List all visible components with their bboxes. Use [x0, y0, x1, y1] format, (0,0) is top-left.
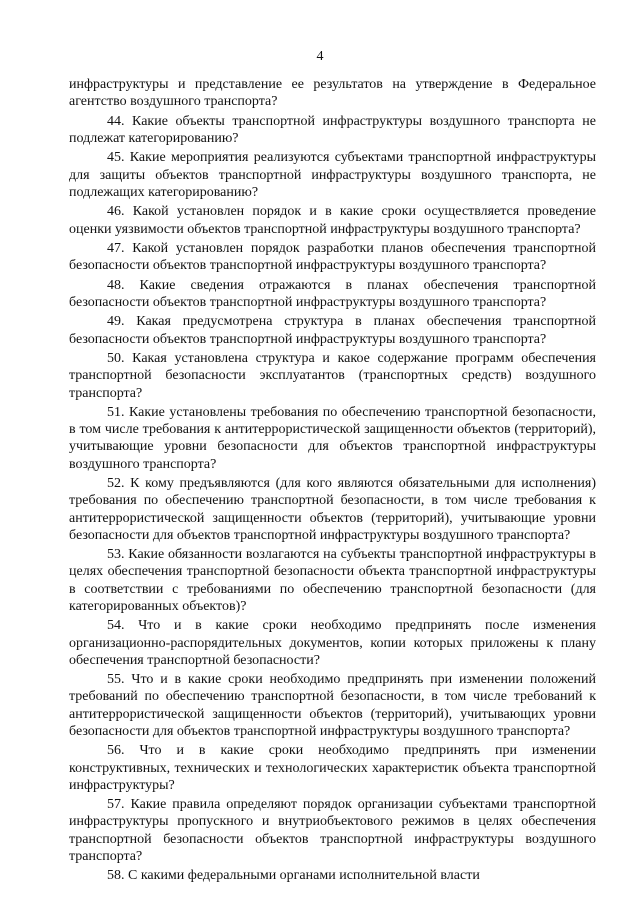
question-56: 56. Что и в какие сроки необходимо предпринять при изменении конструктивных, технических и технологических характеристик объекта транспортной инфраструктуры?	[69, 743, 596, 793]
question-48: 48. Какие сведения отражаются в планах обеспечения транспортной безопасности объектов транспортной инфраструктуры воздушного транспорта?	[69, 277, 596, 310]
question-52: 52. К кому предъявляются (для кого являются обязательными для исполнения) требования по обеспечению транспортной безопасности, в том числе требования к антитеррористической защищенности объектов (территорий), учитывающие уровни безопасности для объектов транспортной инфраструктуры воздушного транспорта?	[69, 476, 596, 543]
question-46: 46. Какой установлен порядок и в какие сроки осуществляется проведение оценки уязвимости объектов транспортной инфраструктуры воздушного транспорта?	[69, 204, 596, 237]
question-47: 47. Какой установлен порядок разработки планов обеспечения транспортной безопасности объектов транспортной инфраструктуры воздушного транспорта?	[69, 241, 596, 274]
question-45: 45. Какие мероприятия реализуются субъектами транспортной инфраструктуры для защиты объектов транспортной инфраструктуры воздушного транспорта, не подлежащих категорированию?	[69, 150, 596, 200]
question-53: 53. Какие обязанности возлагаются на субъекты транспортной инфраструктуры в целях обеспечения транспортной безопасности объекта транспортной инфраструктуры в соответствии с требованиями по обеспечению транспортной безопасности (для категорированных объектов)?	[69, 547, 596, 614]
question-51: 51. Какие установлены требования по обеспечению транспортной безопасности, в том числе требования к антитеррористической защищенности объектов (территорий), учитывающие уровни безопасности для объектов транспортной инфраструктуры воздушного транспорта?	[69, 405, 596, 472]
page-number: 4	[316, 49, 324, 64]
question-49: 49. Какая предусмотрена структура в планах обеспечения транспортной безопасности объектов транспортной инфраструктуры воздушного транспорта?	[69, 314, 596, 347]
document-body	[69, 76, 596, 885]
question-44: 44. Какие объекты транспортной инфраструктуры воздушного транспорта не подлежат категорированию?	[69, 113, 596, 146]
paragraph-43-continuation: инфраструктуры и представление ее результатов на утверждение в Федеральное агентство воздушного транспорта?	[69, 77, 596, 110]
question-57: 57. Какие правила определяют порядок организации субъектами транспортной инфраструктуры пропускного и внутриобъектового режимов в целях обеспечения транспортной безопасности объектов транспортной инфраструктуры воздушного транспорта?	[69, 797, 596, 864]
question-58: 58. С какими федеральными органами исполнительной власти	[107, 868, 480, 884]
question-50: 50. Какая установлена структура и какое содержание программ обеспечения транспортной безопасности эксплуатантов (транспортных средств) воздушного транспорта?	[69, 351, 596, 401]
question-54: 54. Что и в какие сроки необходимо предпринять после изменения организационно-распорядительных документов, копии которых приложены к плану обеспечения транспортной безопасности?	[69, 618, 596, 668]
question-55: 55. Что и в какие сроки необходимо предпринять при изменении положений требований по обеспечению транспортной безопасности, в том числе требований к антитеррористической защищенности объектов (территорий), учитывающих уровни безопасности для объектов транспортной инфраструктуры воздушного транспорта?	[69, 672, 596, 739]
